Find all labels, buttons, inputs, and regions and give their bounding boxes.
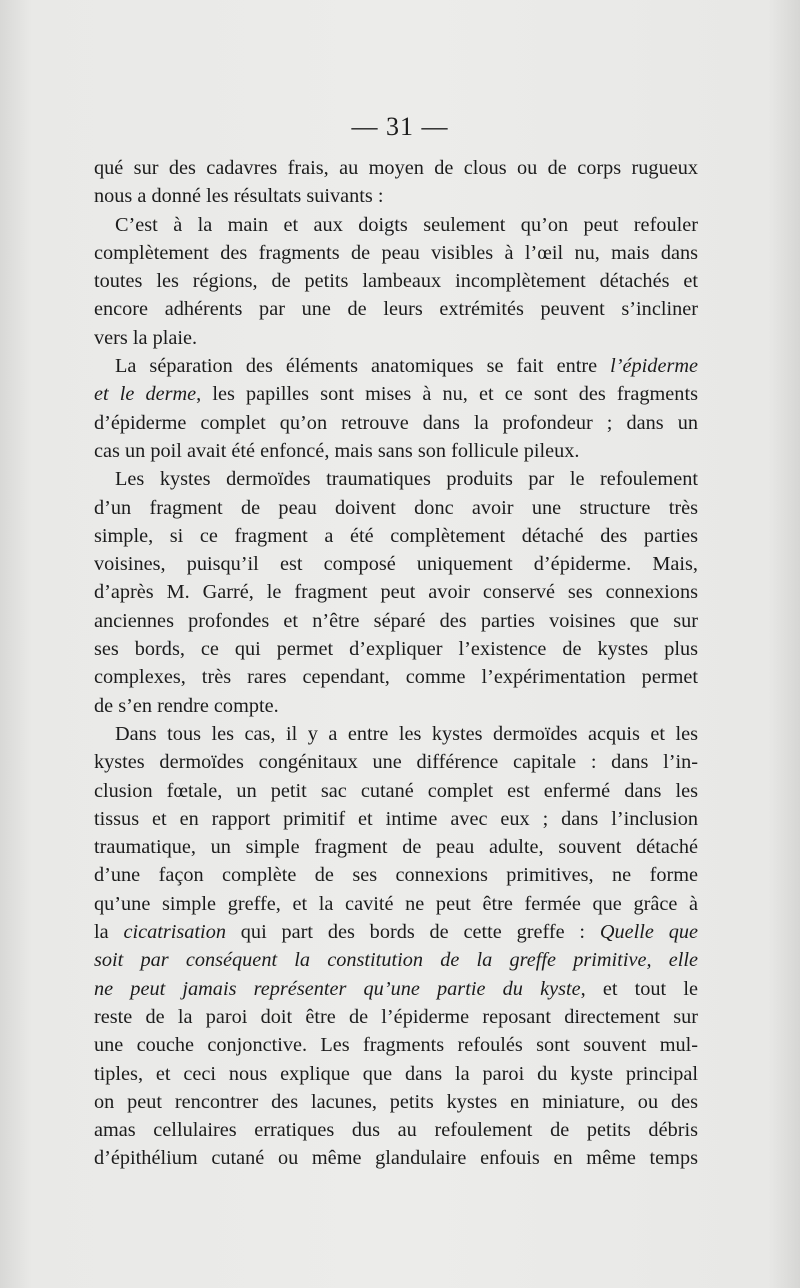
text-run: voisines, puisqu’il est composé uniquement d’épiderme. Mais, [94,553,698,576]
text-line [94,1116,698,1144]
text-run: qui part des bords de cette greffe : [225,921,600,944]
page-number: — 31 — [351,112,449,141]
text-run: simple, si ce fragment a été complètement détaché des parties [94,524,698,547]
text-line [94,777,698,805]
text-line [94,975,698,1003]
text-run: amas cellulaires erratiques dus au refoulement de petits débris [94,1119,698,1142]
text-line [94,295,698,323]
text-run: C’est à la main et aux doigts seulement qu’on peut refouler [115,213,698,236]
text-line [94,409,698,437]
text-run: Dans tous les cas, il y a entre les kystes dermoïdes acquis et les [115,722,698,745]
text-line [94,154,698,182]
text-line [94,522,698,550]
text-run: kystes dermoïdes congénitaux une différence capitale : dans l’in- [94,751,698,774]
text-line [94,494,698,522]
text-line [94,550,698,578]
italic-text: Quelle que [599,921,698,944]
text-run: une couche conjonctive. Les fragments refoulés sont souvent mul- [94,1034,698,1057]
text-run: d’épiderme complet qu’on retrouve dans la profondeur ; dans un [94,411,698,434]
text-run: d’un fragment de peau doivent donc avoir une structure très [94,496,698,519]
text-line [94,267,698,295]
italic-text: soit par conséquent la constitution de la greffe primitive, elle [94,949,698,972]
text-line [94,635,698,663]
text-run: traumatique, un simple fragment de peau adulte, souvent détaché [94,836,698,859]
text-line [94,833,698,861]
text-run: Les kystes dermoïdes traumatiques produits par le refoulement [115,468,698,491]
italic-text: et le derme [94,383,197,406]
text-run: ses bords, ce qui permet d’expliquer l’existence de kystes plus [94,638,698,661]
text-line [94,861,698,889]
text-run: tiples, et ceci nous explique que dans la paroi du kyste principal [94,1062,698,1085]
text-line [94,946,698,974]
text-run: complexes, très rares cependant, comme l’expérimentation permet [94,666,698,689]
text-line [94,1031,698,1059]
text-run: d’une façon complète de ses connexions primitives, ne forme [94,864,698,887]
text-run: cas un poil avait été enfoncé, mais sans son follicule pileux. [94,439,580,462]
text-line [94,748,698,776]
text-line [94,1088,698,1116]
text-run: encore adhérents par une de leurs extrémités peuvent s’incliner [94,298,698,321]
body-text [94,154,698,1173]
text-run: anciennes profondes et n’être séparé des parties voisines que sur [94,609,698,632]
italic-text: cicatrisation [123,921,226,944]
text-run: complètement des fragments de peau visibles à l’œil nu, mais dans [94,241,698,264]
text-line [94,663,698,691]
text-run: d’épithélium cutané ou même glandulaire enfouis en même temps [94,1147,698,1170]
text-run: , et tout le [580,977,698,1000]
text-line [94,211,698,239]
text-run: La séparation des éléments anatomiques se fait entre [115,355,611,378]
text-run: qué sur des cadavres frais, au moyen de clous ou de corps rugueux [94,157,698,179]
text-run: la [94,921,124,944]
text-line [94,607,698,635]
italic-text: l’épiderme [610,355,698,378]
text-line [94,890,698,918]
text-line [94,578,698,606]
text-line [94,692,698,720]
text-line [94,437,698,465]
text-run: de s’en rendre compte. [94,694,279,717]
text-run: tissus et en rapport primitif et intime avec eux ; dans l’inclusion [94,807,698,830]
text-line [94,182,698,210]
text-run: , les papilles sont mises à nu, et ce sont des fragments [196,383,698,406]
text-line [94,324,698,352]
text-run: nous a donné les résultats suivants : [94,185,384,208]
text-run: on peut rencontrer des lacunes, petits kystes en miniature, ou des [94,1090,698,1113]
text-line [94,805,698,833]
text-line [94,918,698,946]
text-run: clusion fœtale, un petit sac cutané complet est enfermé dans les [94,779,698,802]
text-line [94,720,698,748]
text-run: toutes les régions, de petits lambeaux incomplètement détachés et [94,270,698,293]
text-run: qu’une simple greffe, et la cavité ne peut être fermée que grâce à [94,892,698,915]
text-line [94,239,698,267]
text-run: vers la plaie. [94,326,198,349]
text-line [94,380,698,408]
text-line [94,1060,698,1088]
text-run: reste de la paroi doit être de l’épiderme reposant directement sur [94,1005,698,1028]
text-line [94,1144,698,1172]
text-run: d’après M. Garré, le fragment peut avoir conservé ses connexions [94,581,698,604]
italic-text: ne peut jamais représenter qu’une partie du kyste [94,977,581,1000]
text-line [94,352,698,380]
text-line [94,1003,698,1031]
text-line [94,465,698,493]
